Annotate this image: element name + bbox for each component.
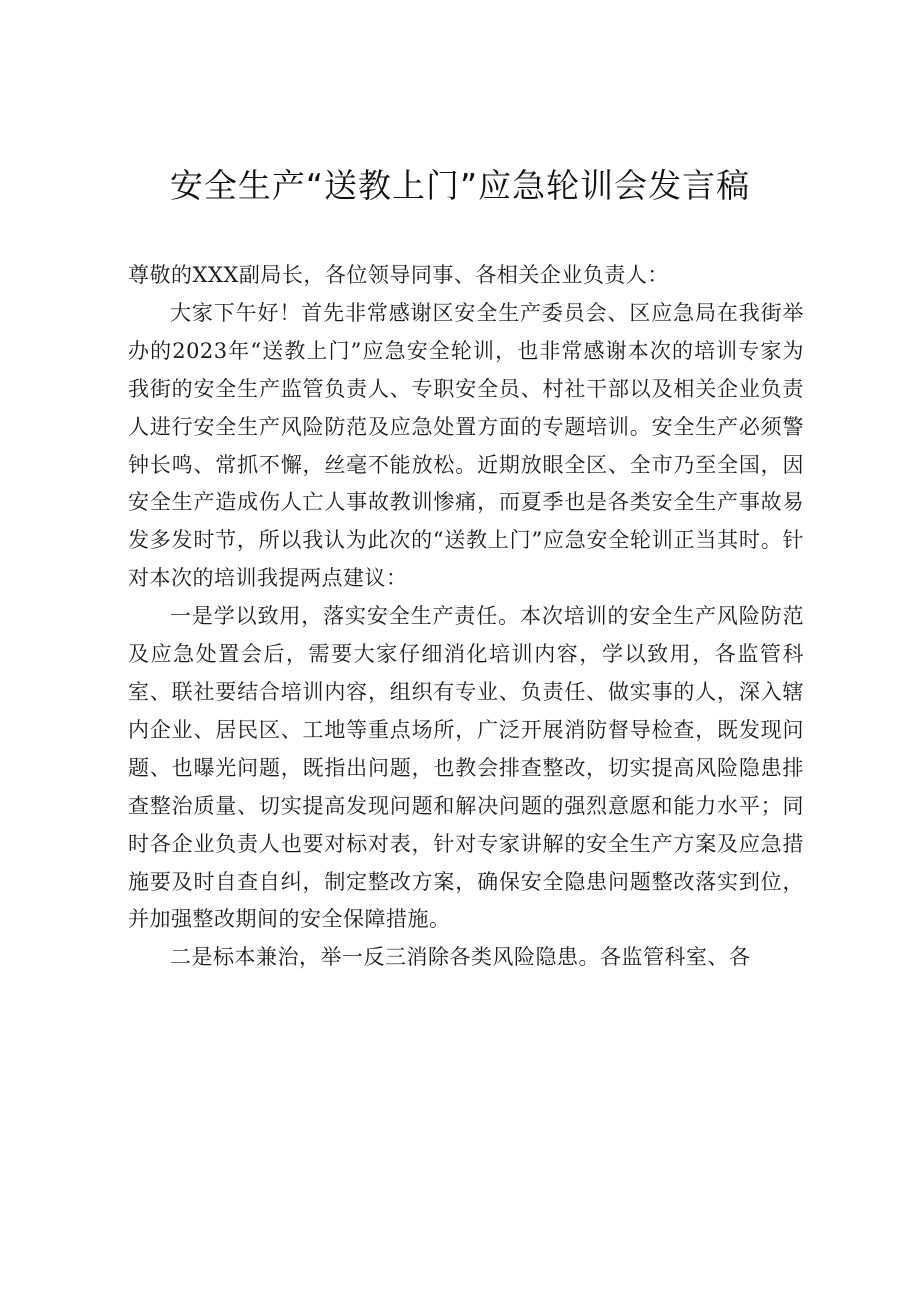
paragraph-opening: 大家下午好！首先非常感谢区安全生产委员会、区应急局在我街举办的2023年“送教上门”应急安全轮训，也非常感谢本次的培训专家为我街的安全生产监管负责人、专职安全员、村社干部以及相关企业负责人进行安全生产风险防范及应急处置方面的专题培训。安全生产必须警钟长鸣、常抓不懈，丝毫不能放松。近期放眼全区、全市乃至全国，因安全生产造成伤人亡人事故教训惨痛，而夏季也是各类安全生产事故易发多发时节，所以我认为此次的“送教上门”应急安全轮训正当其时。针对本次的培训我提两点建议： xyxy=(128,300,804,591)
paragraph-point-one: 一是学以致用，落实安全生产责任。本次培训的安全生产风险防范及应急处置会后，需要大家仔细消化培训内容，学以致用，各监管科室、联社要结合培训内容，组织有专业、负责任、做实事的人，深入辖内企业、居民区、工地等重点场所，广泛开展消防督导检查，既发现问题、也曝光问题，既指出问题，也教会排查整改，切实提高风险隐患排查整治质量、切实提高发现问题和解决问题的强烈意愿和能力水平；同时各企业负责人也要对标对表，针对专家讲解的安全生产方案及应急措施要及时自查自纠，制定整改方案，确保安全隐患问题整改落实到位，并加强整改期间的安全保障措施。 xyxy=(128,604,804,932)
paragraph-point-two: 二是标本兼治，举一反三消除各类风险隐患。各监管科室、各 xyxy=(170,945,751,970)
document-body xyxy=(128,257,804,977)
salutation: 尊敬的XXX副局长，各位领导同事、各相关企业负责人： xyxy=(128,263,669,287)
document-title: 安全生产“送教上门”应急轮训会发言稿 xyxy=(169,166,751,205)
